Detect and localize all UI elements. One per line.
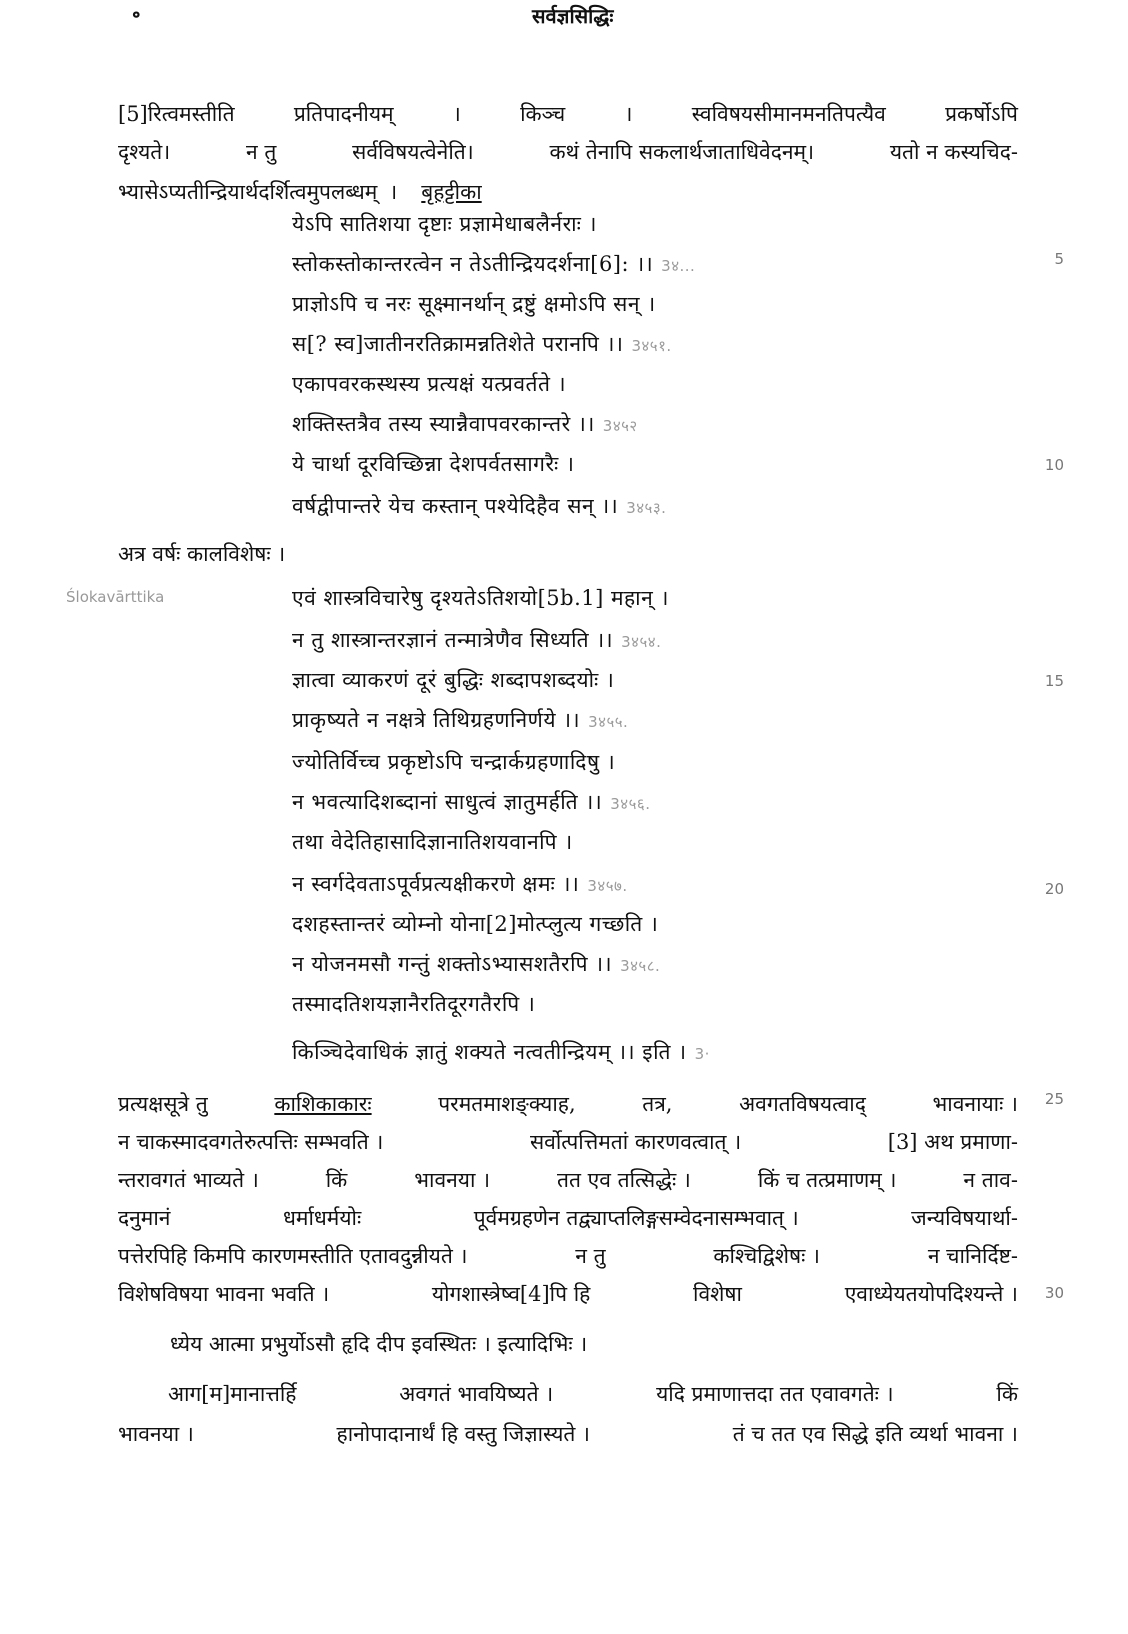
verse-line: प्राज्ञोऽपि च नरः सूक्ष्मानर्थान् द्रष्टुं क्षमोऽपि सन् । — [292, 292, 656, 316]
text-line: न्तरावगतं भाव्यते । किं भावनया । तत एव तत्सिद्धेः । किं च तत्प्रमाणम् । न ताव- — [118, 1168, 1018, 1192]
text-line: पत्तेरपिहि किमपि कारणमस्तीति एतावदुन्नीयते । न तु कश्चिद्विशेषः । न चानिर्दिष्ट- — [118, 1244, 1018, 1268]
word: यतो न कस्यचिद- — [889, 140, 1018, 164]
text-line: विशेषविषया भावना भवति । योगशास्त्रेष्व[4]पि हि विशेषा एवाध्येयतयोपदिश्यन्ते । — [118, 1282, 1018, 1306]
verse-line: एकापवरकस्थस्य प्रत्यक्षं यत्प्रवर्तते । — [292, 372, 567, 396]
text-line — [118, 138, 1018, 166]
header-mark: ॰ — [132, 4, 141, 28]
text-line: दनुमानं धर्माधर्मयोः पूर्वमग्रहणेन तद्व्याप्तलिङ्गसम्वेदनासम्भवात् । जन्यविषयार्था- — [118, 1206, 1018, 1230]
word: कथं तेनापि सकलार्थजाताधिवेदनम्। — [549, 140, 815, 164]
line-number: 25 — [1044, 1090, 1064, 1108]
line-number: 20 — [1044, 880, 1064, 898]
word: । — [452, 102, 461, 126]
word: भ्यासेऽप्यतीन्द्रियार्थदर्शित्वमुपलब्धम् — [118, 180, 378, 204]
verse-line: दशहस्तान्तरं व्योम्नो योना[2]मोत्प्लुत्य गच्छति । — [292, 912, 659, 936]
line-number: 5 — [1054, 250, 1064, 268]
word: । — [389, 180, 398, 204]
word: दृश्यते। — [118, 140, 171, 164]
verse-line: प्राकृष्यते न नक्षत्रे तिथिग्रहणनिर्णये ।। 3४५५. — [292, 708, 629, 732]
verse-line: स[? स्व]जातीनरतिक्रामन्नतिशेते परानपि ।। 3४५१. — [292, 332, 672, 356]
author-name: काशिकाकारः — [274, 1092, 372, 1116]
word: किञ्च — [520, 102, 566, 126]
verse-line: ज्योतिर्विच्च प्रकृष्टोऽपि चन्द्रार्कग्रहणादिषु । — [292, 750, 616, 774]
text-line: आग[म]मानात्तर्हि अवगतं भावयिष्यते । यदि प्रमाणात्तदा तत एवावगतेः । किं — [168, 1382, 1018, 1406]
word: । — [624, 102, 633, 126]
margin-annotation: Ślokavārttika — [66, 588, 165, 606]
line-number: 15 — [1044, 672, 1064, 690]
text-line — [118, 178, 1018, 206]
gloss-line: अत्र वर्षः कालविशेषः । — [118, 542, 286, 566]
text-line: प्रत्यक्षसूत्रे तु काशिकाकारः परमतमाशङ्क्याह, तत्र, अवगतविषयत्वाद् भावनायाः । — [118, 1092, 1018, 1116]
line-number: 10 — [1044, 456, 1064, 474]
running-title: सर्वज्ञसिद्धिः — [532, 4, 614, 28]
source-citation: बृहट्टीका — [421, 180, 482, 204]
verse-line: एवं शास्त्रविचारेषु दृश्यतेऽतिशयो[5b.1] महान् । — [292, 586, 669, 610]
verse-line: येऽपि सातिशया दृष्टाः प्रज्ञामेधाबलैर्नराः । — [292, 212, 597, 236]
verse-line: स्तोकस्तोकान्तरत्वेन न तेऽतीन्द्रियदर्शना[6]: ।। 3४... — [292, 252, 696, 276]
text-line: भावनया । हानोपादानार्थं हि वस्तु जिज्ञास्यते । तं च तत एव सिद्धे इति व्यर्था भावना । — [118, 1422, 1018, 1446]
word: [5]रित्वमस्तीति — [118, 102, 235, 126]
line-number: 30 — [1044, 1284, 1064, 1302]
verse-line: न भवत्यादिशब्दानां साधुत्वं ज्ञातुमर्हति ।। 3४५६. — [292, 790, 651, 814]
word: सर्वविषयत्वेनेति। — [352, 140, 474, 164]
verse-line: वर्षद्वीपान्तरे येच कस्तान् पश्येदिहैव सन् ।। 3४५३. — [292, 494, 667, 518]
text-line: न चाकस्मादवगतेरुत्पत्तिः सम्भवति । सर्वोत्पत्तिमतां कारणवत्वात् । [3] अथ प्रमाणा- — [118, 1130, 1018, 1154]
verse-line: ये चार्था दूरविच्छिन्ना देशपर्वतसागरैः । — [292, 452, 575, 476]
verse-line: ज्ञात्वा व्याकरणं दूरं बुद्धिः शब्दापशब्दयोः । — [292, 668, 615, 692]
word: प्रकर्षोऽपि — [945, 102, 1018, 126]
quoted-verse: ध्येय आत्मा प्रभुर्योऽसौ हृदि दीप इवस्थितः । इत्यादिभिः । — [170, 1332, 588, 1356]
verse-line: तथा वेदेतिहासादिज्ञानातिशयवानपि । — [292, 830, 573, 854]
word: न तु — [246, 140, 277, 164]
word: स्वविषयसीमानमनतिपत्यैव — [691, 102, 886, 126]
text-line — [118, 100, 1018, 128]
word: प्रतिपादनीयम् — [293, 102, 394, 126]
verse-line: न स्वर्गदेवताऽपूर्वप्रत्यक्षीकरणे क्षमः ।। 3४५७. — [292, 872, 628, 896]
verse-line: शक्तिस्तत्रैव तस्य स्यान्नैवापवरकान्तरे ।। 3४५२ — [292, 412, 638, 436]
verse-line: न तु शास्त्रान्तरज्ञानं तन्मात्रेणैव सिध्यति ।। 3४५४. — [292, 628, 662, 652]
verse-line: किञ्चिदेवाधिकं ज्ञातुं शक्यते नत्वतीन्द्रियम् ।। इति । 3· — [292, 1040, 710, 1064]
verse-line: तस्मादतिशयज्ञानैरतिदूरगतैरपि । — [292, 992, 536, 1016]
verse-line: न योजनमसौ गन्तुं शक्तोऽभ्यासशतैरपि ।। 3४५८. — [292, 952, 661, 976]
